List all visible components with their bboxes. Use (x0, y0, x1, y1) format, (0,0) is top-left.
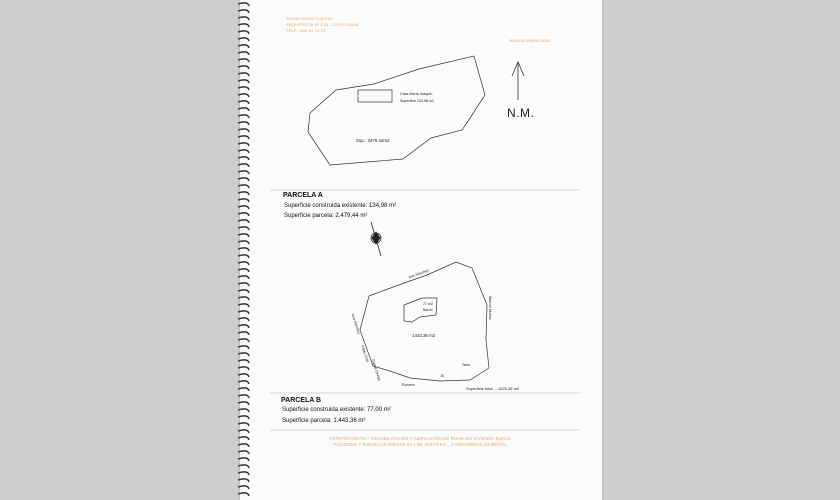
street-label-left-3: Rafael Onega (370, 358, 382, 382)
plan-b-total-area: Superficie total.....1520,36 m2 (466, 386, 520, 391)
architect-phone: TELF.: 696 87 78 23 (286, 28, 326, 33)
parcela-a-built-area: Superficie construida existente: 134,98 m² (284, 203, 397, 209)
street-label-right: Manuel Muñoz (487, 296, 492, 320)
street-label-left-2: Pablo Ortiz (360, 344, 370, 364)
parcela-a-title: PARCELA A (283, 192, 323, 199)
plan-a-plot-area: Sup.: 2479.44m2 (356, 138, 390, 143)
street-label-left-1: Ana Sánchez (350, 313, 361, 335)
architect-license: ARQUITECTA Nº COL. 17977 COAM (286, 22, 359, 27)
footer-project-location: POLÍGONO 7 PARCELAS ANEXAS 60 y 66. SUFARES _ CARBONERAS (ALMERÍA) (333, 442, 507, 447)
parcela-b-plot-area: Superficie parcela: 1.443,36 m² (282, 418, 366, 424)
plan-b-house-label: 77 m2 (423, 302, 433, 306)
plan-a-house-area: Superficie 134.98 m2 (400, 99, 434, 103)
compass-icon (371, 222, 381, 256)
plan-b-house-sub: Barrio (423, 308, 433, 312)
parcela-a-plot-area: Superficie parcela: 2.479,44 m² (284, 213, 368, 219)
street-label-bottom-3: Tarín (462, 363, 470, 367)
magnetic-north-label: N.M. (507, 106, 535, 120)
parcela-b-built-area: Superficie construida existente: 77,00 m² (282, 407, 391, 413)
plan-a-house-label: Casa María Joaquín (400, 92, 433, 96)
document-date: MADRID ENERO 2016 (509, 38, 551, 43)
street-label-bottom-1: Romero (402, 383, 415, 387)
street-label-top: Ann Sánchez (407, 268, 430, 280)
architect-name: ELENA VIERA CUESTA (286, 16, 333, 21)
north-arrow-icon (512, 62, 524, 100)
plot-a-outline (308, 56, 485, 165)
footer-project-title: ANTEPROYECTO – REHABILITACIÓN Y AMPLIACIÓN DE RUINA EN VIVIENDA RURAL (329, 436, 511, 441)
parcela-b-title: PARCELA B (281, 397, 322, 404)
street-label-bottom-2: El (441, 374, 445, 378)
plan-b-area-label: 1443,36 m2 (412, 333, 436, 338)
